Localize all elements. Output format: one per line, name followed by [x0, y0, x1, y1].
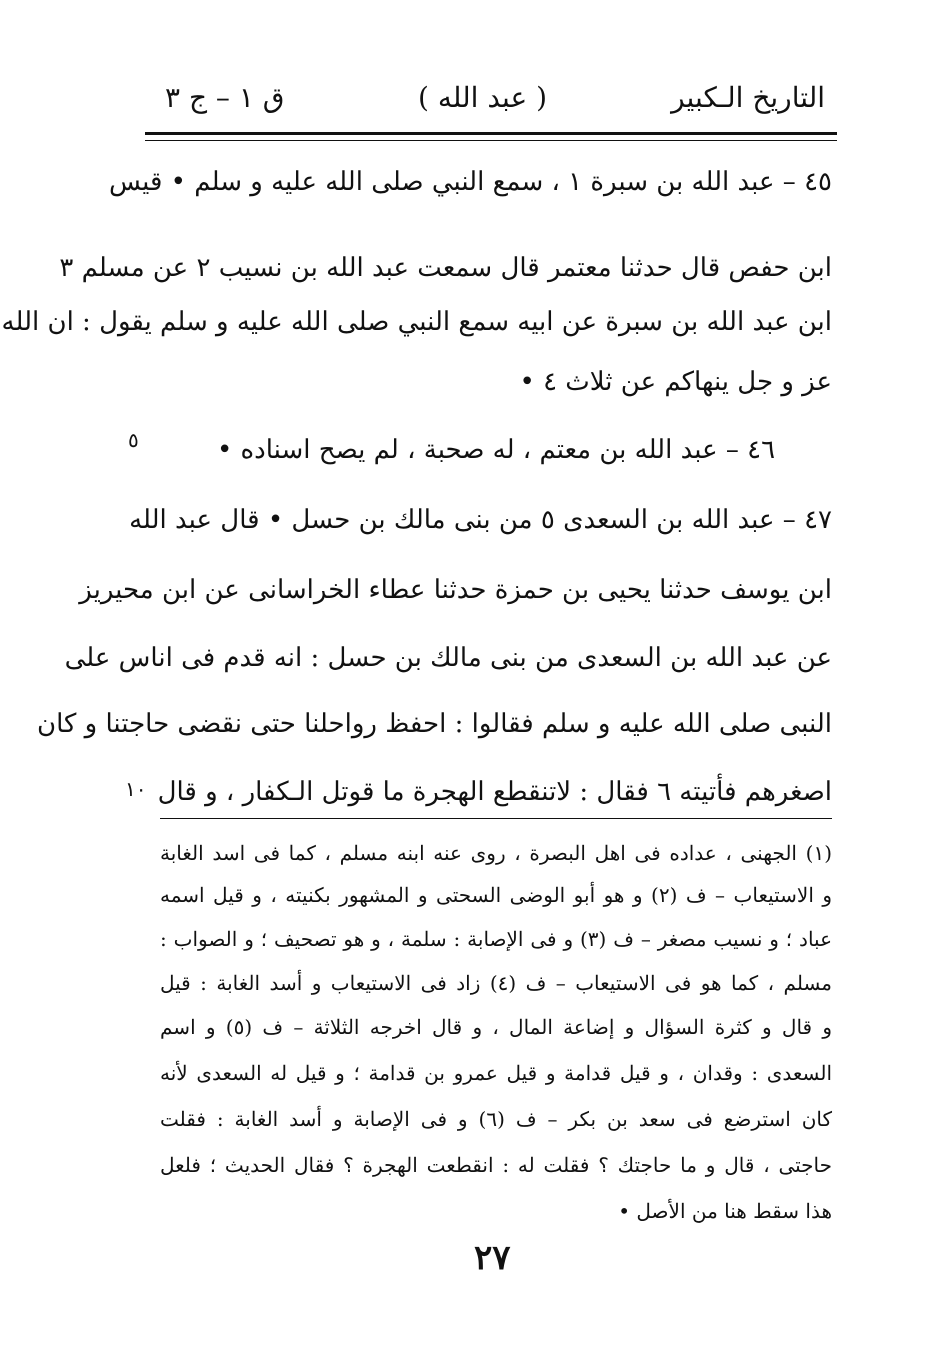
section-heading: ( عبد الله ) — [418, 81, 548, 114]
entry-47-line-2: ابن يوسف حدثنا يحيى بن حمزة حدثنا عطاء الخراسانى عن ابن محيريز — [79, 575, 832, 605]
header-rule-thick — [145, 132, 837, 135]
footnote-line: و الاستيعاب – ف (٢) و هو أبو الوضى السحتى و المشهور بكنيته ، و قيل اسمه — [160, 883, 832, 907]
footnote-line: مسلم ، كما هو فى الاستيعاب – ف (٤) زاد فى الاستيعاب و أسد الغابة : قيل — [160, 971, 832, 995]
margin-line-number-5: ٥ — [128, 428, 139, 452]
header-rule-thin — [145, 140, 837, 141]
footnote-line: السعدى : وقدان ، و قيل قدامة و قيل عمرو بن قدامة ؛ و قيل له السعدى لأنه — [160, 1061, 833, 1085]
page-number: ٢٧ — [474, 1238, 511, 1278]
entry-45-line-1: ٤٥ – عبد الله بن سبرة ١ ، سمع النبي صلى الله عليه و سلم • قيس — [109, 167, 832, 197]
footnote-line: حاجتى ، قال و ما حاجتك ؟ فقلت له : انقطعت الهجرة ؟ فقال الحديث ؛ فلعل — [160, 1153, 832, 1177]
entry-47-line-4: النبى صلى الله عليه و سلم فقالوا : احفظ رواحلنا حتى نقضى حاجتنا و كان — [37, 709, 832, 739]
entry-46: ٤٦ – عبد الله بن معتم ، له صحبة ، لم يصح اسناده • — [216, 435, 776, 465]
entry-47-line-3: عن عبد الله بن السعدى من بنى مالك بن حسل : انه قدم فى اناس على — [64, 643, 832, 673]
footnote-line: عباد ؛ و نسيب مصغر – ف (٣) و فى الإصابة : سلمة ، و هو تصحيف ؛ و الصواب : — [160, 927, 832, 951]
margin-line-number-10: ١٠ — [125, 777, 147, 801]
running-title: التاريخ الـكبير — [671, 81, 825, 114]
entry-45-line-2: ابن حفص قال حدثنا معتمر قال سمعت عبد الله بن نسيب ٢ عن مسلم ٣ — [59, 253, 832, 283]
entry-45-line-4: عز و جل ينهاكم عن ثلاث ٤ • — [519, 367, 832, 397]
entry-45-line-3: ابن عبد الله بن سبرة عن ابيه سمع النبي صلى الله عليه و سلم يقول : ان الله — [1, 307, 832, 337]
footnote-line: و قال و كثرة السؤال و إضاعة المال ، و قال اخرجه الثلاثة – ف (٥) و اسم — [160, 1015, 832, 1039]
entry-47-line-5: اصغرهم فأتيته ٦ فقال : لاتنقطع الهجرة ما قوتل الـكفار ، و قال — [157, 777, 832, 807]
entry-47-line-1: ٤٧ – عبد الله بن السعدى ٥ من بنى مالك بن حسل • قال عبد الله — [129, 505, 832, 535]
footnote-rule — [160, 818, 832, 819]
volume-reference: ق ١ – ج ٣ — [165, 81, 285, 114]
footnote-line: كان استرضع فى سعد بن بكر – ف (٦) و فى الإصابة و أسد الغابة : فقلت — [160, 1107, 832, 1131]
footnote-line: (١) الجهنى ، عداده فى اهل البصرة ، روى عنه ابنه مسلم ، كما فى اسد الغابة — [160, 841, 832, 865]
footnote-line: هذا سقط هنا من الأصل • — [618, 1199, 832, 1223]
